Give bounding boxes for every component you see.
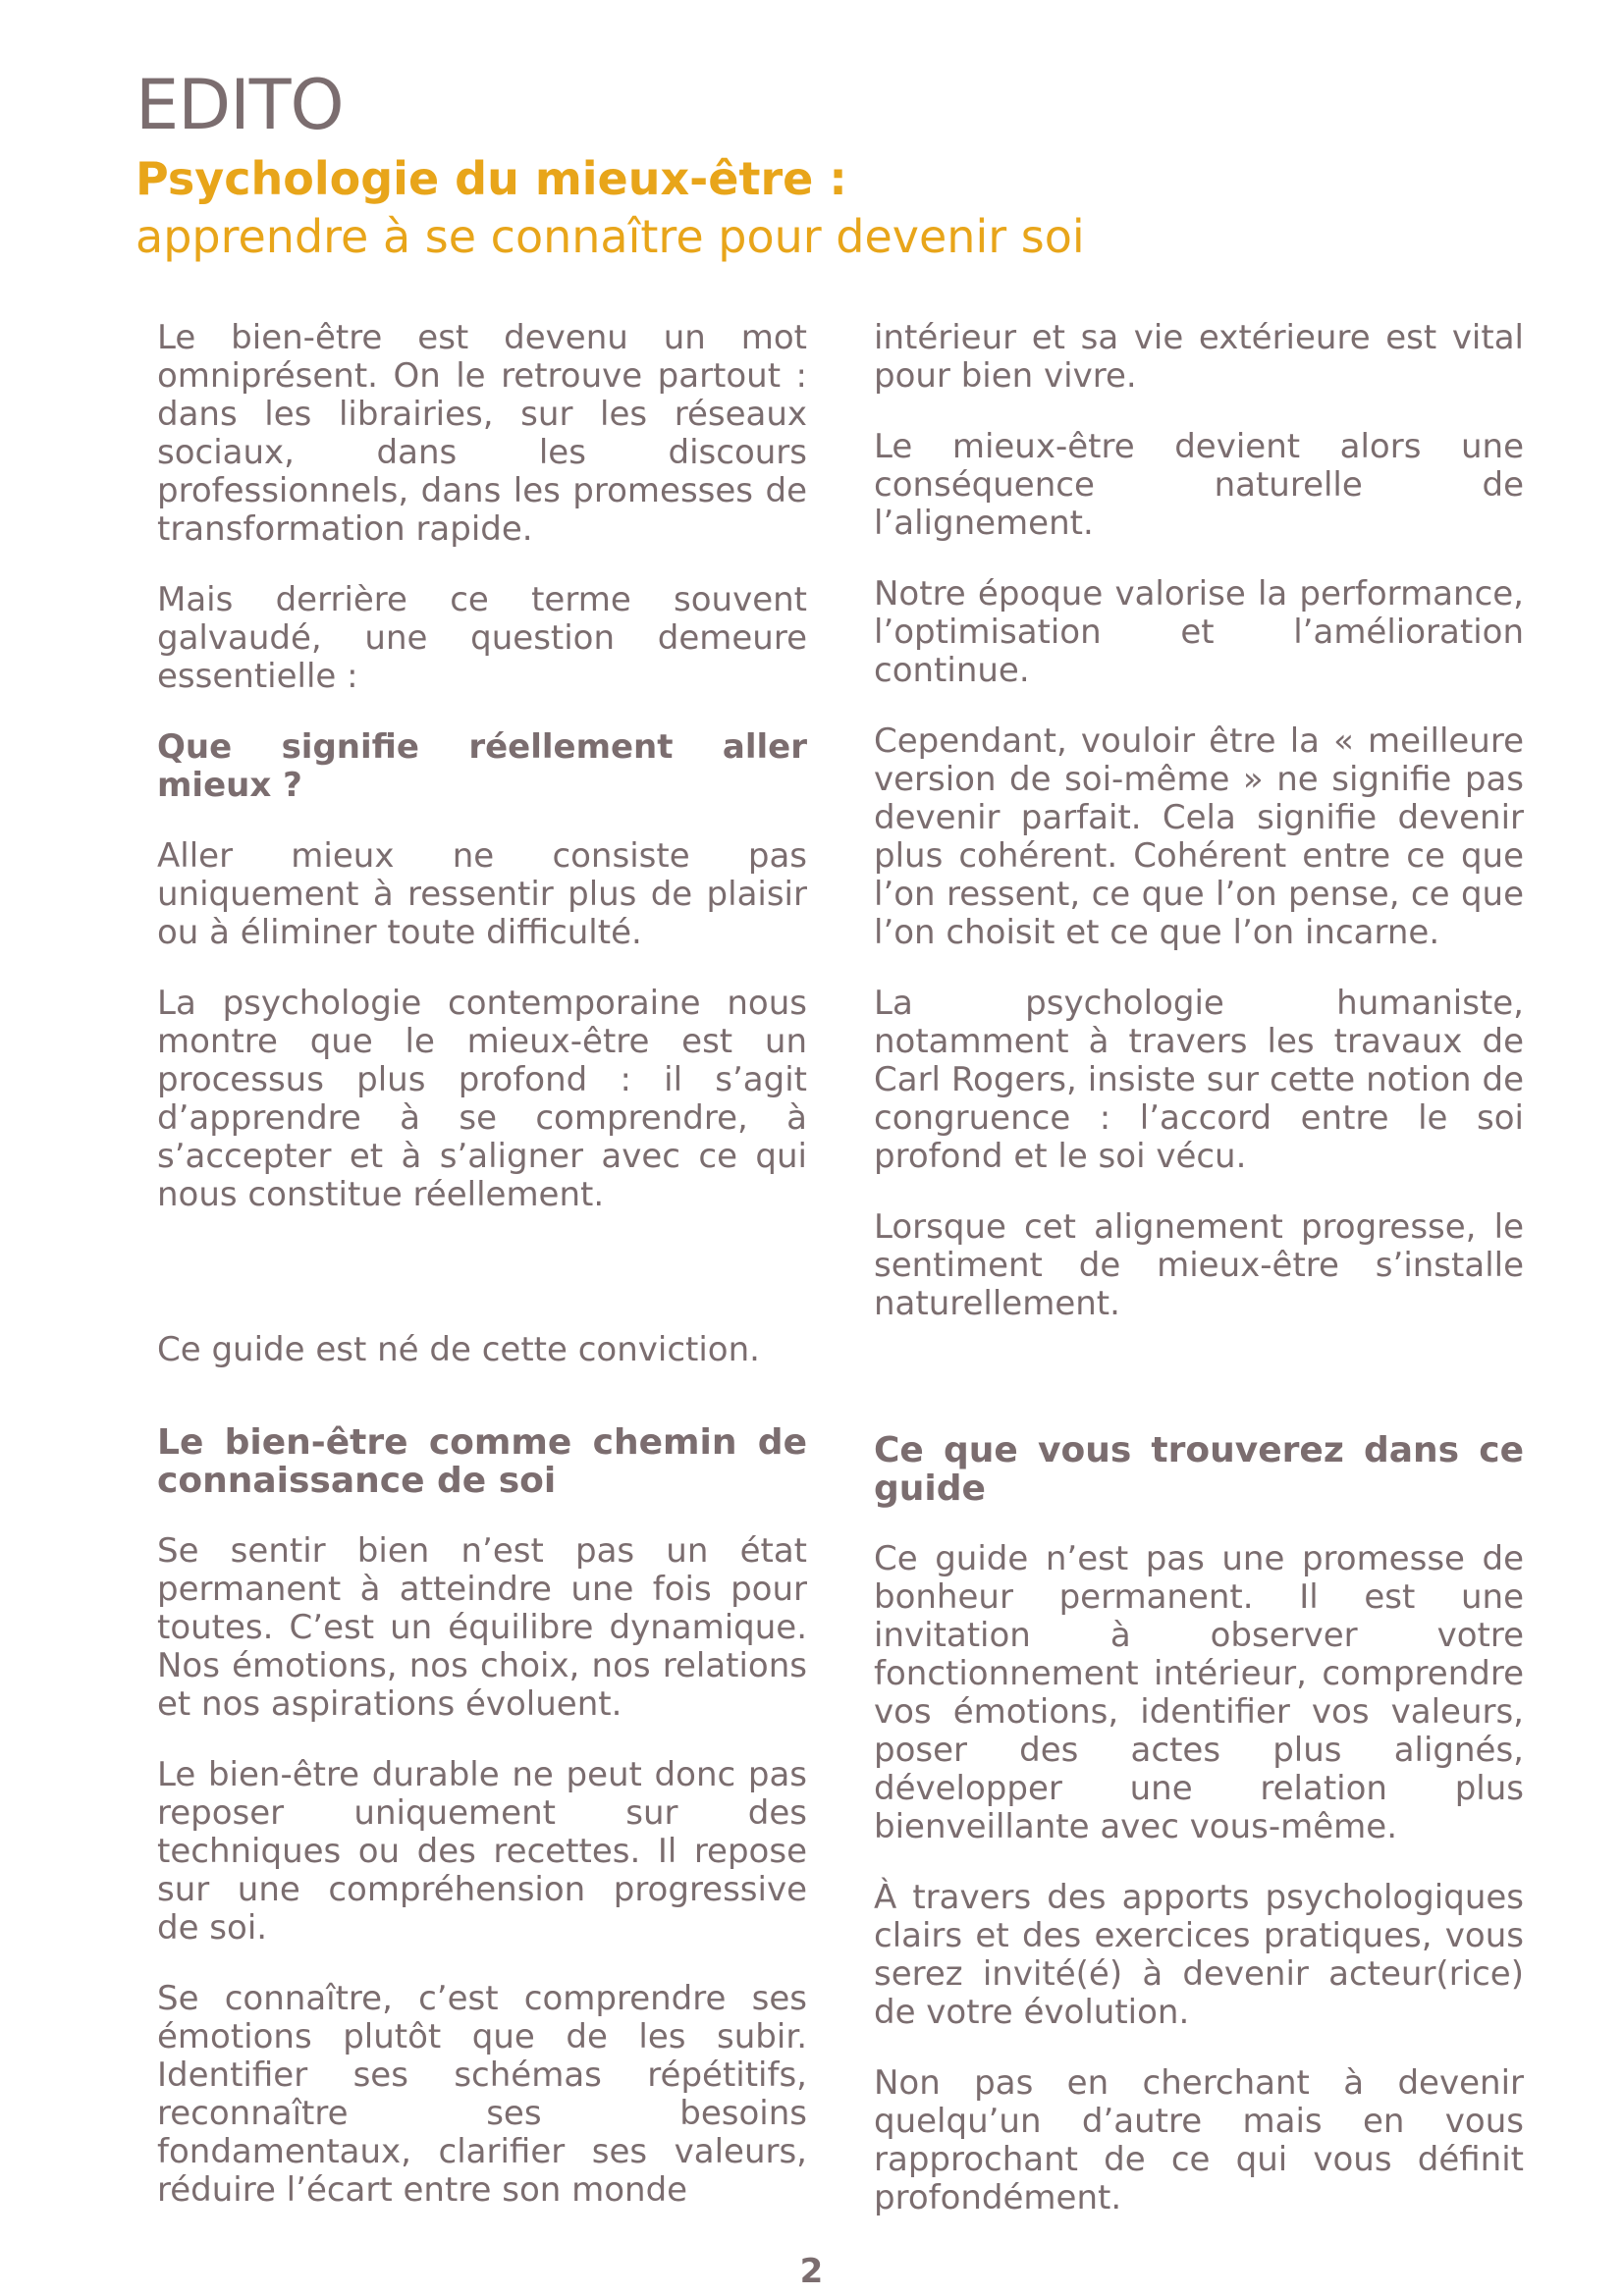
page-subtitle-line2: apprendre à se connaître pour devenir soi xyxy=(135,210,1085,263)
paragraph: intérieur et sa vie extérieure est vital pour bien vivre. xyxy=(874,318,1524,396)
spacer xyxy=(157,1247,807,1331)
paragraph: Ce guide est né de cette conviction. xyxy=(157,1330,760,1369)
paragraph: La psychologie contemporaine nous montre que le mieux-être est un processus plus profond : il s’agit d’apprendre à se comprendre, à s’accepter et à s’aligner avec ce qui nous constitue réellement. xyxy=(157,984,807,1214)
paragraph: Le bien-être durable ne peut donc pas reposer uniquement sur des techniques ou des recettes. Il repose sur une compréhension progressive de soi. xyxy=(157,1755,807,1948)
column-right-bottom xyxy=(874,1431,1524,2250)
section-heading: Ce que vous trouverez dans ce guide xyxy=(874,1430,1524,1509)
paragraph: Se connaître, c’est comprendre ses émotions plutôt que de les subir. Identifier ses schémas répétitifs, reconnaître ses besoins fondamentaux, clarifier ses valeurs, réduire l’écart entre son monde xyxy=(157,1979,807,2210)
paragraph: À travers des apports psychologiques clairs et des exercices pratiques, vous serez invité(é) à devenir acteur(rice) de votre évolution. xyxy=(874,1878,1524,2032)
paragraph: Mais derrière ce terme souvent galvaudé, une question demeure essentielle : xyxy=(157,580,807,696)
paragraph: Cependant, vouloir être la « meilleure version de soi-même » ne signifie pas devenir parfait. Cela signifie devenir plus cohérent. Cohérent entre ce que l’on ressent, ce que l’on pense, ce que l’on choisit et ce que l’on incarne. xyxy=(874,721,1524,952)
section-heading: Le bien-être comme chemin de connaissance de soi xyxy=(157,1422,807,1501)
paragraph: Lorsque cet alignement progresse, le sentiment de mieux-être s’installe naturellement. xyxy=(874,1207,1524,1323)
paragraph: Non pas en cherchant à devenir quelqu’un d’autre mais en vous rapprochant de ce qui vous définit profondément. xyxy=(874,2063,1524,2217)
question-paragraph: Que signifie réellement aller mieux ? xyxy=(157,727,807,805)
paragraph: La psychologie humaniste, notamment à travers les travaux de Carl Rogers, insiste sur cette notion de congruence : l’accord entre le soi profond et le soi vécu. xyxy=(874,984,1524,1176)
paragraph: Le bien-être est devenu un mot omniprésent. On le retrouve partout : dans les librairies, sur les réseaux sociaux, dans les discours professionnels, dans les promesses de transformation rapide. xyxy=(157,318,807,549)
paragraph: Aller mieux ne consiste pas uniquement à ressentir plus de plaisir ou à éliminer toute difficulté. xyxy=(157,836,807,952)
page-title: EDITO xyxy=(135,65,344,145)
paragraph: Ce guide n’est pas une promesse de bonheur permanent. Il est une invitation à observer votre fonctionnement intérieur, comprendre vos émotions, identifier vos valeurs, poser des actes plus alignés, développer une relation plus bienveillante avec vous-même. xyxy=(874,1539,1524,1846)
header xyxy=(135,61,1085,267)
column-left-bottom xyxy=(157,1423,807,2242)
page-number: 2 xyxy=(799,2252,824,2291)
paragraph: Se sentir bien n’est pas un état permanent à atteindre une fois pour toutes. C’est un équilibre dynamique. Nos émotions, nos choix, nos relations et nos aspirations évoluent. xyxy=(157,1531,807,1724)
column-right-top xyxy=(874,319,1524,1356)
page-subtitle: Psychologie du mieux-être : xyxy=(135,152,847,205)
paragraph: Le mieux-être devient alors une conséquence naturelle de l’alignement. xyxy=(874,427,1524,543)
paragraph: Notre époque valorise la performance, l’optimisation et l’amélioration continue. xyxy=(874,574,1524,690)
column-left-top xyxy=(157,319,807,1402)
